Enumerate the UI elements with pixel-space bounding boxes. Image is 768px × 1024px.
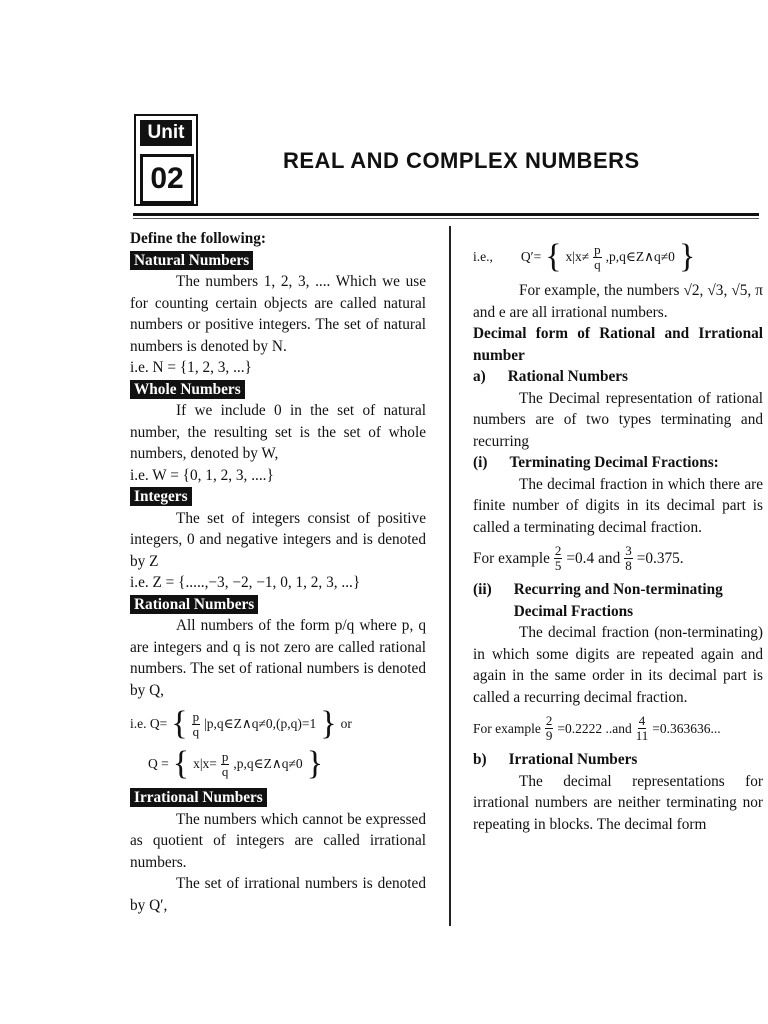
subheading-label: a) bbox=[473, 368, 486, 385]
right-brace: } bbox=[306, 745, 324, 782]
integers-set: i.e. Z = {.....,−3, −2, −1, 0, 1, 2, 3, ...} bbox=[130, 574, 361, 591]
formula-prefix: i.e. Q= bbox=[130, 716, 168, 732]
rational-numbers-text: All numbers of the form p/q where p, q are integers and q is not zero are called rational numbers. The set of rational numbers is denoted by Q, bbox=[130, 617, 426, 699]
recurring-subheading bbox=[473, 579, 763, 622]
rational-numbers-heading: Rational Numbers bbox=[130, 595, 258, 614]
fraction-denominator: 8 bbox=[625, 558, 632, 573]
recurring-text: The decimal fraction (non-terminating) in which some digits are repeated again and again in the same order in its decimal part is called a recurring decimal fraction. bbox=[473, 624, 763, 706]
formula-condition: |p,q∈Z∧q≠0,(p,q)=1 bbox=[204, 716, 317, 732]
natural-numbers-heading: Natural Numbers bbox=[130, 251, 253, 270]
subheading-title: Irrational Numbers bbox=[508, 751, 638, 768]
fraction-value: =0.4 bbox=[566, 549, 595, 567]
subheading-label: (i) bbox=[473, 454, 488, 471]
integers-heading: Integers bbox=[130, 487, 192, 506]
fraction-numerator: 2 bbox=[554, 543, 562, 558]
fraction-denominator: q bbox=[192, 723, 200, 739]
fraction bbox=[593, 243, 602, 272]
left-brace: { bbox=[171, 705, 188, 742]
rational-set-formula-2 bbox=[130, 747, 426, 781]
fraction bbox=[624, 544, 633, 573]
decimal-form-heading: Decimal form of Rational and Irrational number bbox=[473, 325, 763, 364]
fraction-denominator: 5 bbox=[554, 558, 562, 573]
formula-condition: ,p,q∈Z∧q≠0 bbox=[605, 249, 675, 265]
intro-text: Define the following: bbox=[130, 230, 266, 247]
chapter-title: REAL AND COMPLEX NUMBERS bbox=[283, 148, 640, 173]
fraction-value: =0.363636... bbox=[652, 720, 721, 736]
fraction-numerator: 3 bbox=[625, 543, 632, 558]
unit-badge bbox=[134, 114, 198, 206]
irrational-numbers-heading: Irrational Numbers bbox=[130, 788, 267, 807]
irrational-numbers-text-2: The set of irrational numbers is denoted by Q′, bbox=[130, 875, 426, 914]
natural-numbers-set: i.e. N = {1, 2, 3, ...} bbox=[130, 359, 252, 376]
fraction bbox=[192, 710, 201, 739]
formula-lead: x|x= bbox=[193, 756, 217, 772]
right-column bbox=[473, 234, 763, 835]
rational-decimal-text: The Decimal representation of rational numbers are of two types terminating and recurring bbox=[473, 389, 763, 450]
irrational-set-formula bbox=[473, 240, 763, 274]
subheading-label: b) bbox=[473, 751, 487, 768]
whole-numbers-heading: Whole Numbers bbox=[130, 380, 245, 399]
fraction-numerator: p bbox=[192, 708, 200, 724]
irrational-numbers-text-1: The numbers which cannot be expressed as quotient of integers are called irrational numbers. bbox=[130, 810, 426, 871]
title-rule bbox=[133, 213, 759, 216]
formula-suffix: or bbox=[340, 716, 352, 732]
formula-lhs: Q′= bbox=[520, 249, 542, 265]
fraction bbox=[545, 714, 554, 743]
left-brace: { bbox=[545, 238, 562, 275]
irrational-decimal-text: The decimal representations for irrational numbers are neither terminating nor repeating in blocks. The decimal form bbox=[473, 772, 763, 833]
terminating-text: The decimal fraction in which there are finite number of digits in its decimal part is called a terminating decimal fraction. bbox=[473, 475, 763, 536]
left-brace: { bbox=[172, 745, 190, 782]
whole-numbers-set: i.e. W = {0, 1, 2, 3, ....} bbox=[130, 466, 274, 484]
column-divider bbox=[449, 226, 451, 926]
recurring-example bbox=[473, 714, 763, 743]
fraction-value: =0.2222 ..and bbox=[557, 720, 632, 736]
example-prefix: For example bbox=[473, 720, 541, 736]
formula-prefix: Q = bbox=[148, 756, 169, 772]
fraction-denominator: q bbox=[221, 763, 229, 779]
subheading-title: Rational Numbers bbox=[507, 368, 629, 385]
fraction-denominator: 9 bbox=[545, 728, 553, 743]
fraction bbox=[636, 714, 649, 743]
whole-numbers-text: If we include 0 in the set of natural number, the resulting set is the set of whole numbers, denoted by W, bbox=[130, 402, 426, 462]
fraction bbox=[554, 544, 563, 573]
left-column bbox=[130, 228, 426, 916]
fraction-numerator: p bbox=[221, 748, 229, 764]
rational-subheading bbox=[473, 366, 763, 388]
fraction bbox=[221, 750, 230, 779]
right-brace: } bbox=[678, 238, 696, 275]
title-rule-thin bbox=[133, 218, 759, 219]
subheading-title: Recurring and Non-terminating Decimal Fractions bbox=[513, 581, 723, 620]
unit-number: 02 bbox=[140, 154, 194, 204]
fraction-numerator: 4 bbox=[638, 713, 646, 728]
natural-numbers-text: The numbers 1, 2, 3, .... Which we use for counting certain objects are called natural numbers or positive integers. The set of natural numbers is denoted by N. bbox=[130, 273, 426, 355]
irrational-example-text: For example, the numbers √2, √3, √5, π and e are all irrational numbers. bbox=[473, 282, 763, 321]
example-prefix: For example bbox=[473, 549, 550, 567]
fraction-value: =0.375. bbox=[636, 549, 684, 567]
irrational-subheading bbox=[473, 749, 763, 771]
formula-prefix: i.e., bbox=[473, 249, 493, 265]
integers-text: The set of integers consist of positive integers, 0 and negative integers and is denoted by Z bbox=[130, 509, 426, 570]
unit-label: Unit bbox=[140, 120, 192, 146]
terminating-example bbox=[473, 544, 763, 573]
right-brace: } bbox=[320, 705, 337, 742]
example-and: and bbox=[598, 549, 621, 567]
subheading-label: (ii) bbox=[473, 581, 492, 598]
fraction-denominator: q bbox=[594, 256, 601, 272]
fraction-numerator: p bbox=[594, 241, 601, 257]
fraction-denominator: 11 bbox=[635, 728, 649, 743]
rational-set-formula-1 bbox=[130, 707, 426, 741]
subheading-title: Terminating Decimal Fractions: bbox=[509, 454, 719, 471]
formula-condition: ,p,q∈Z∧q≠0 bbox=[233, 756, 303, 772]
terminating-subheading bbox=[473, 452, 763, 474]
formula-lead: x|x≠ bbox=[565, 249, 590, 265]
fraction-numerator: 2 bbox=[545, 713, 553, 728]
